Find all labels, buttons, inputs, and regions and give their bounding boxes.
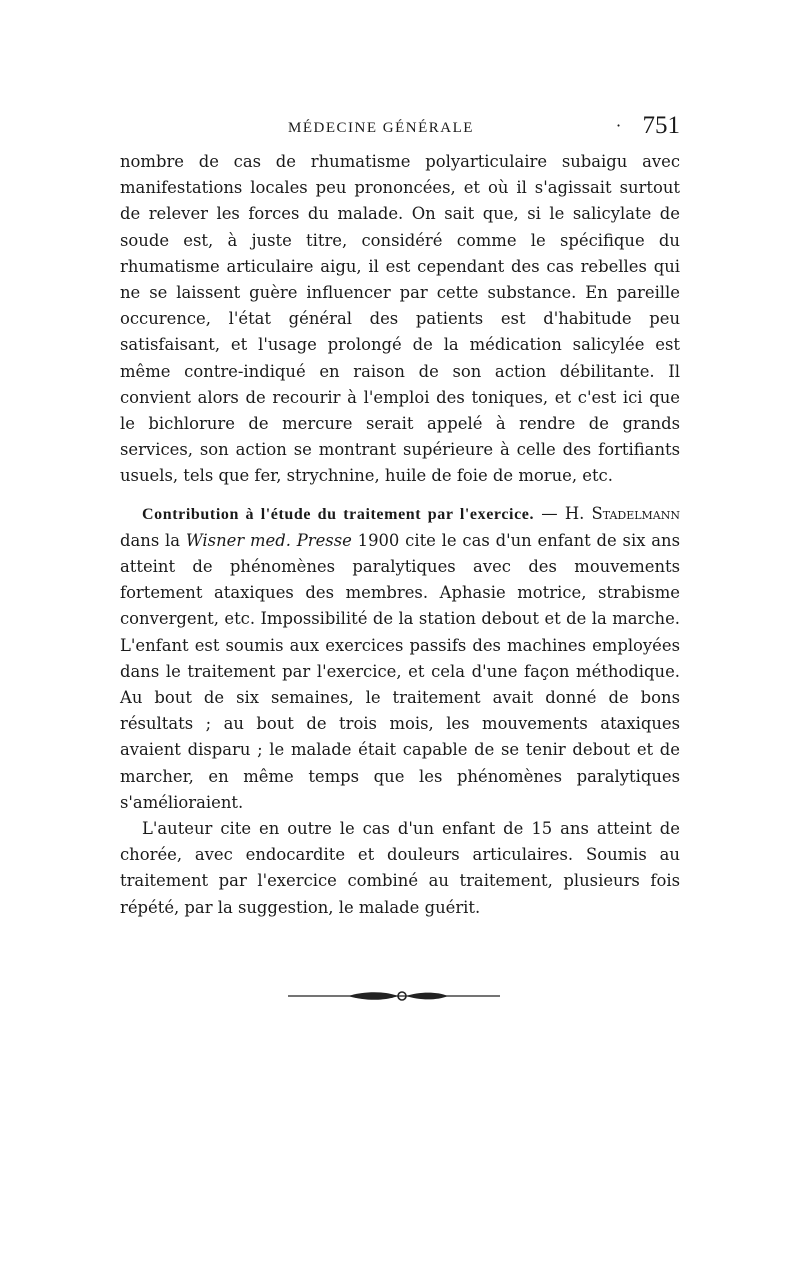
ornament-divider [288,985,500,1005]
paragraph-3: L'auteur cite en outre le cas d'un enfant de 15 ans atteint de chorée, avec endocardite et douleurs articulaires. Soumis au traitement par l'exercice combiné au traitement, plusieurs fois répété, par la suggestion, le malade guérit. [120,819,680,917]
running-head: MÉDECINE GÉNÉRALE [288,120,474,136]
section-title: Contribution à l'étude du traitement par l'exercice. [142,505,535,523]
body-text [120,149,680,921]
author-name: Stadelmann [591,503,681,523]
text-dans-la: dans la [120,530,186,550]
author-initial: H. [564,503,592,523]
header-dot: · [616,116,622,135]
journal-name: Wisner med. Presse [185,530,352,550]
paragraph-2 [120,501,680,816]
paragraph-2-body: 1900 cite le cas d'un enfant de six ans atteint de phénomènes paralytiques avec des mouvements fortement ataxiques des membres. Aphasie motrice, strabisme convergent, etc. Impossibilité de la station debout et de la marche. L'enfant est soumis aux exercices passifs des machines employées dans le traitement par l'exercice, et cela d'une façon méthodique. Au bout de six semaines, le traitement avait donné de bons résultats ; au bout de trois mois, les mouvements ataxiques avaient disparu ; le malade était capable de se tenir debout et de marcher, en même temps que les phénomènes paralytiques s'amélioraient. [120,530,680,812]
page-header [120,112,680,146]
page-number: 751 [642,112,680,139]
paragraph-1: nombre de cas de rhumatisme polyarticulaire subaigu avec manifestations locales peu prononcées, et où il s'agissait surtout de relever les forces du malade. On sait que, si le salicylate de soude est, à juste titre, considéré comme le spécifique du rhumatisme articulaire aigu, il est cependant des cas rebelles qui ne se laissent guère influencer par cette substance. En pareille occurence, l'état général des patients est d'habitude peu satisfaisant, et l'usage prolongé de la médication salicylée est même contre-indiqué en raison de son action débilitante. Il convient alors de recourir à l'emploi des toniques, et c'est ici que le bichlorure de mercure serait appelé à rendre de grands services, son action se montrant supérieure à celle des fortifiants usuels, tels que fer, strychnine, huile de foie de morue, etc. [120,152,680,486]
title-dash: — [534,503,565,523]
